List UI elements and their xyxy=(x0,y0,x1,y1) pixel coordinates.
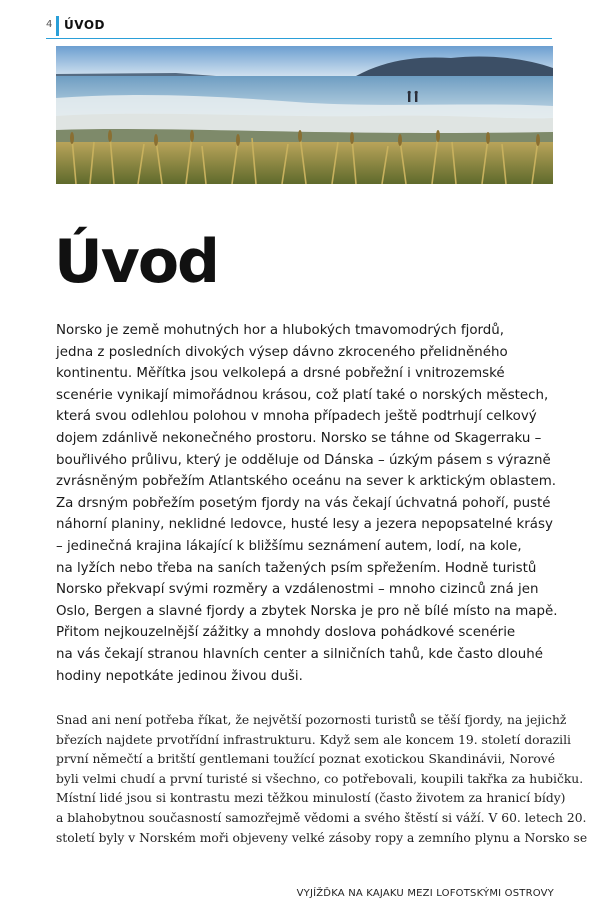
lead-line: na lyžích nebo třeba na saních tažených psím spřežením. Hodně turistů xyxy=(56,560,537,576)
lead-line: bouřlivého průlivu, který je odděluje od Dánska – úzkým pásem s výrazně xyxy=(56,452,551,468)
coastal-photo xyxy=(56,46,553,184)
lead-line: hodiny nepotkáte jedinou živou duši. xyxy=(56,668,303,684)
lead-line: Norsko je země mohutných hor a hlubokých tmavomodrých fjordů, xyxy=(56,323,505,338)
lead-line: – jedinečná krajina lákající k bližšímu seznámení autem, lodí, na kole, xyxy=(56,538,522,554)
lead-line: Přitom nejkouzelnější zážitky a mnohdy doslova pohádkové scenérie xyxy=(56,625,516,641)
body-line: Místní lidé jsou si kontrastu mezi těžkou minulostí (často životem za hranicí bídy) xyxy=(56,791,566,806)
page-title: Úvod xyxy=(54,227,219,297)
body-line: a blahobytnou současností samozřejmě vědomi a svého štěstí si váží. V 60. letech 20. xyxy=(56,810,587,825)
lead-line: scenérie vynikají mimořádnou krásou, což platí také o norských městech, xyxy=(56,387,549,403)
body-line: byli velmi chudí a první turisté si všechno, co potřebovali, koupili takřka za hubičku. xyxy=(56,771,584,786)
lead-line: Norsko překvapí svými rozměry a vzdálenostmi – mnoho cizinců zná jen xyxy=(56,582,539,598)
body-line: březích najdete prvotřídní infrastrukturu. Když sem ale koncem 19. století dorazili xyxy=(56,732,571,747)
body-line: první němečtí a britští gentlemani toužící poznat exotickou Skandinávii, Norové xyxy=(56,752,555,767)
header-accent-bar xyxy=(56,16,59,36)
body-line: Snad ani není potřeba říkat, že největší pozornosti turistů se těší fjordy, na jejichž xyxy=(56,713,567,727)
running-footer: VYJÍŽĎKA NA KAJAKU MEZI LOFOTSKÝMI OSTROVY xyxy=(296,888,554,899)
body-line: století byly v Norském moři objeveny velké zásoby ropy a zemního plynu a Norsko se xyxy=(56,830,588,845)
lead-line: Za drsným pobřežím posetým fjordy na vás čekají úchvatná pohoří, pusté xyxy=(56,495,551,511)
header-divider xyxy=(46,38,552,39)
lead-line: náhorní planiny, neklidné ledovce, husté lesy a jezera nepopsatelné krásy xyxy=(56,517,553,533)
lead-line: jedna z posledních divokých výsep dávno zkroceného přelidněného xyxy=(56,344,508,360)
body-paragraph xyxy=(56,711,588,848)
page-number: 4 xyxy=(46,19,53,30)
lead-line: která svou odlehlou polohou v mnoha případech ještě podtrhují celkový xyxy=(56,409,537,425)
lead-line: dojem zdánlivě nekonečného prostoru. Norsko se táhne od Skagerraku – xyxy=(56,430,542,446)
lead-line: Oslo, Bergen a slavné fjordy a zbytek Norska je pro ně bílé místo na mapě. xyxy=(56,603,558,619)
lead-line: na vás čekají stranou hlavních center a silničních tahů, kde často dlouhé xyxy=(56,646,544,662)
lead-line: kontinentu. Měřítka jsou velkolepá a drsné pobřežní i vnitrozemské xyxy=(56,366,505,382)
lead-line: zvrásněným pobřežím Atlantského oceánu na sever k arktickým oblastem. xyxy=(56,474,557,490)
running-header xyxy=(46,16,556,36)
section-label: ÚVOD xyxy=(64,18,105,32)
lead-paragraph xyxy=(56,320,556,687)
